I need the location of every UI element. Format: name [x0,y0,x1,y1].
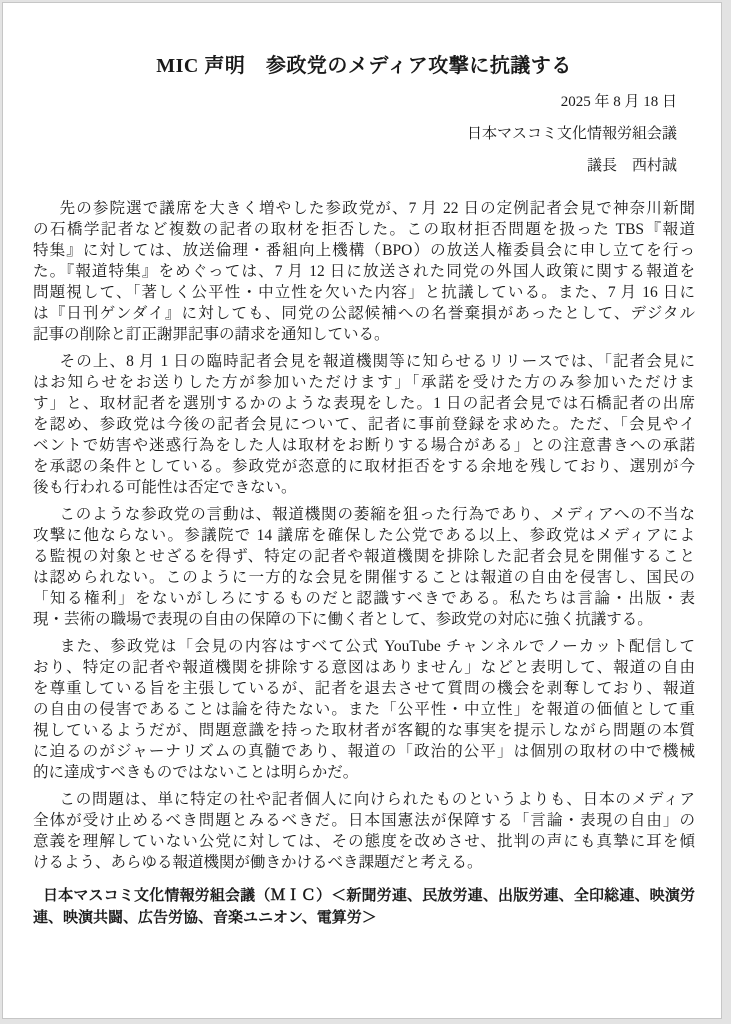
body-line: に迫るのがジャーナリズムの真髄であり、報道の「政治的公平」は個別の取材の中で機械 [33,743,695,760]
body-line: 現・芸術の職場で表現の自由の保障の下に働く者として、参政党の対応に強く抗議する。 [33,611,653,628]
document-organization: 日本マスコミ文化情報労組会議 [466,126,677,142]
body-paragraphs [33,198,695,873]
body-line: おり、特定の記者や報道機関を排除する意図はありません」などと表明して、報道の自由 [33,659,695,676]
body-line: 的に達成すべきものではないことは明らかだ。 [33,764,359,781]
body-line: は『日刊ゲンダイ』に対しても、同党の公認候補への名誉棄損があったとして、デジタル [33,305,695,322]
body-line: 問題視して、「著しく公平性・中立性を欠いた内容」と抗議している。また、7 月 16 日に [33,284,695,301]
body-line: の自由の侵害であることは論を待たない。また「公平性・中立性」を報道の価値として重 [33,701,695,718]
paragraph [33,504,695,630]
body-line: 後も行われる可能性は否定できない。 [33,479,297,496]
document-signatory: 議長 西村誠 [586,158,677,174]
body-line: 特集』に対しては、放送倫理・番組向上機構（BPO）の放送人権委員会に申し立てを行っ [33,242,695,259]
body-line: 意義を理解していない公党に対しては、その態度を改めさせ、批判の声にも真摯に耳を傾 [33,833,695,850]
document-page [2,2,722,1019]
body-line: る監視の対象とせざるを得ず、特定の記者や報道機関を排除した記者会見を開催すること [33,548,695,565]
body-line: また、参政党は「会見の内容はすべて公式 YouTube チャンネルでノーカット配信して [43,638,695,655]
body-line: はお知らせをお送りした方が参加いただけます」「承諾を受けた方のみ参加いただけま [33,374,695,391]
body-line: す」と、取材記者を選別するかのような表現をした。1 日の記者会見では石橋記者の出席 [33,395,695,412]
body-line: このような参政党の言動は、報道機関の萎縮を狙った行為であり、メディアへの不当な [43,506,695,523]
document-date: 2025 年 8 月 18 日 [560,94,677,110]
footer-line: 連、映演共闘、広告労協、音楽ユニオン、電算労＞ [33,909,377,926]
document-title: MIC 声明 参政党のメディア攻撃に抗議する [156,55,572,77]
document-header-right [33,86,695,182]
paragraph [33,351,695,498]
body-line: 記事の削除と訂正謝罪記事の請求を通知している。 [33,326,390,343]
body-line: た。『報道特集』をめぐっては、7 月 12 日に放送された同党の外国人政策に関する報道を [33,263,695,280]
paragraph [33,789,695,873]
document-content [3,52,721,929]
body-line: を承認の条件としている。参政党が恣意的に取材拒否をする余地を残しており、選別が今 [33,458,695,475]
body-line: を認め、参政党は今後の記者会見について、記者に事前登録を求めた。ただ、「会見やイ [33,416,695,433]
footer-line: 日本マスコミ文化情報労組会議（ＭＩＣ）＜新聞労連、民放労連、出版労連、全印総連、映演労 [43,887,695,904]
body-line: は認められない。このように一方的な会見を開催することは報道の自由を侵害し、国民の [33,569,695,586]
paragraph [33,636,695,783]
body-line: その上、8 月 1 日の臨時記者会見を報道機関等に知らせるリリースでは、「記者会見に [43,353,695,370]
body-line: 攻撃に他ならない。参議院で 14 議席を確保した公党である以上、参政党はメディアによ [33,527,695,544]
body-line: ベントで妨害や迷惑行為をした人は取材をお断りする場合がある」との注意書きへの承諾 [33,437,695,454]
body-line: この問題は、単に特定の社や記者個人に向けられたものというよりも、日本のメディア [43,791,695,808]
paragraph [33,198,695,345]
body-line: の石橋学記者など複数の記者の取材を拒否した。この取材拒否問題を扱った TBS『報道 [33,221,695,238]
body-line: けるよう、あらゆる報道機関が働きかけるべき課題だと考える。 [33,854,483,871]
body-line: 「知る権利」をないがしろにするものだと認識すべきである。私たちは言論・出版・表 [33,590,695,607]
document-footer [33,885,695,929]
body-line: 先の参院選で議席を大きく増やした参政党が、7 月 22 日の定例記者会見で神奈川新聞 [43,200,695,217]
body-line: を尊重している旨を主張しているが、記者を退去させて質問の機会を剥奪しており、報道 [33,680,695,697]
body-line: 視しているようだが、問題意識を持った取材者が客観的な事実を提示しながら問題の本質 [33,722,695,739]
body-line: 全体が受け止めるべき問題とみるべきだ。日本国憲法が保障する「言論・表現の自由」の [33,812,695,829]
